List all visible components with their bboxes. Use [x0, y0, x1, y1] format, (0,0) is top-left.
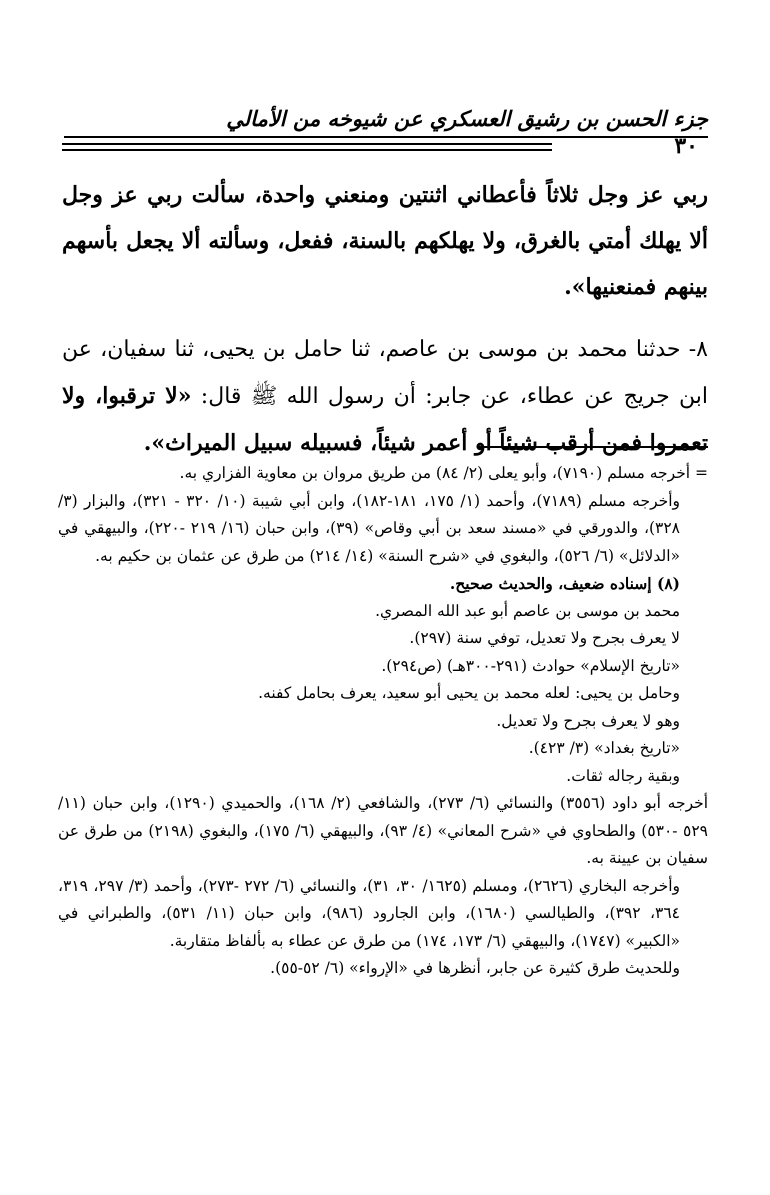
footnote-line: وللحديث طرق كثيرة عن جابر، أنظرها في «الإرواء» (٦/ ٥٢-٥٥).: [270, 959, 680, 977]
footnote-grading: (٨) إسناده ضعيف، والحديث صحيح.: [449, 574, 680, 593]
hadith-8-isnad: ٨- حدثنا محمد بن موسى بن عاصم، ثنا حامل بن يحيى، ثنا سفيان، عن ابن جريج عن عطاء، عن جابر: أن رسول الله ﷺ قال:: [62, 337, 709, 409]
footnote-line: = أخرجه مسلم (٧١٩٠)، وأبو يعلى (٢/ ٨٤) من طريق مروان بن معاوية الفزاري به.: [179, 464, 708, 482]
footnote-line: وهو لا يعرف بجرح ولا تعديل.: [496, 711, 680, 730]
footnote-line: «تاريخ بغداد» (٣/ ٤٢٣).: [528, 739, 680, 757]
running-header-title: جزء الحسن بن رشيق العسكري عن شيوخه من الأمالي: [226, 106, 708, 131]
header-rule: [64, 136, 708, 138]
footnote-line: محمد بن موسى بن عاصم أبو عبد الله المصري.: [375, 601, 680, 620]
hadith-continuation: ربي عز وجل ثلاثاً فأعطاني اثنتين ومنعني واحدة، سألت ربي عز وجل ألا يهلك أمتي بالغرق، ولا يهلكهم بالسنة، ففعل، وسألته ألا يجعل بأسهم بينهم فمنعنيها».: [62, 182, 708, 300]
main-text: [62, 172, 708, 466]
page-number: ٣٠: [674, 133, 698, 159]
running-header: [66, 104, 708, 134]
footnote-separator: [478, 446, 708, 448]
page-number-rules: [62, 143, 552, 155]
footnote-line: وحامل بن يحيى: لعله محمد بن يحيى أبو سعيد، يعرف بحامل كفنه.: [258, 684, 680, 702]
footnote-line: وأخرجه مسلم (٧١٨٩)، وأحمد (١/ ١٧٥، ١٨١-١٨٢)، وابن أبي شيبة (١٠/ ٣٢٠ - ٣٢١)، والبزار (٣/ ٣٢٨)، والدورقي في «مسند سعد بن أبي وقاص» (٣٩)، وابن حبان (١٦/ ٢١٩ -٢٢٠)، والبيهقي في «الدلائل» (٦/ ٥٢٦)، والبغوي في «شرح السنة» (١٤/ ٢١٤) من طرق عن عثمان بن حكيم به.: [58, 491, 680, 565]
footnote-line: وأخرجه البخاري (٢٦٢٦)، ومسلم (١٦٢٥/ ٣٠، ٣١)، والنسائي (٦/ ٢٧٢ -٢٧٣)، وأحمد (٣/ ٢٩٧، ٣١٩، ٣٦٤، ٣٩٢)، والطيالسي (١٦٨٠)، وابن الجارود (٩٨٦)، وابن حبان (١١/ ٥٣١)، والطبراني في «الكبير» (١٧٤٧)، والبيهقي (٦/ ١٧٣، ١٧٤) من طرق عن عطاء به بألفاظ متقاربة.: [58, 876, 681, 950]
footnote-line: «تاريخ الإسلام» حوادث (٢٩١-٣٠٠هـ) (ص٢٩٤).: [381, 656, 680, 675]
footnotes: [58, 460, 708, 983]
footnote-line: لا يعرف بجرح ولا تعديل، توفي سنة (٢٩٧).: [409, 629, 680, 647]
hadith-8-matn: «لا ترقبوا، ولا تعمروا فمن أرقب شيئاً أو أعمر شيئاً، فسبيله سبيل الميراث».: [62, 383, 708, 456]
double-rule-line: [62, 143, 552, 145]
double-rule-line: [62, 149, 552, 151]
hadith-8: [62, 326, 708, 466]
footnote-line: أخرجه أبو داود (٣٥٥٦) والنسائي (٦/ ٢٧٣)، والشافعي (٢/ ١٦٨)، والحميدي (١٢٩٠)، وابن حبان (١١/ ٥٢٩ -٥٣٠) والطحاوي في «شرح المعاني» (٤/ ٩٣)، والبيهقي (٦/ ١٧٥)، والبغوي (٢١٩٨) من طرق عن سفيان بن عيينة به.: [58, 794, 709, 867]
footnote-line: وبقية رجاله ثقات.: [566, 766, 680, 785]
